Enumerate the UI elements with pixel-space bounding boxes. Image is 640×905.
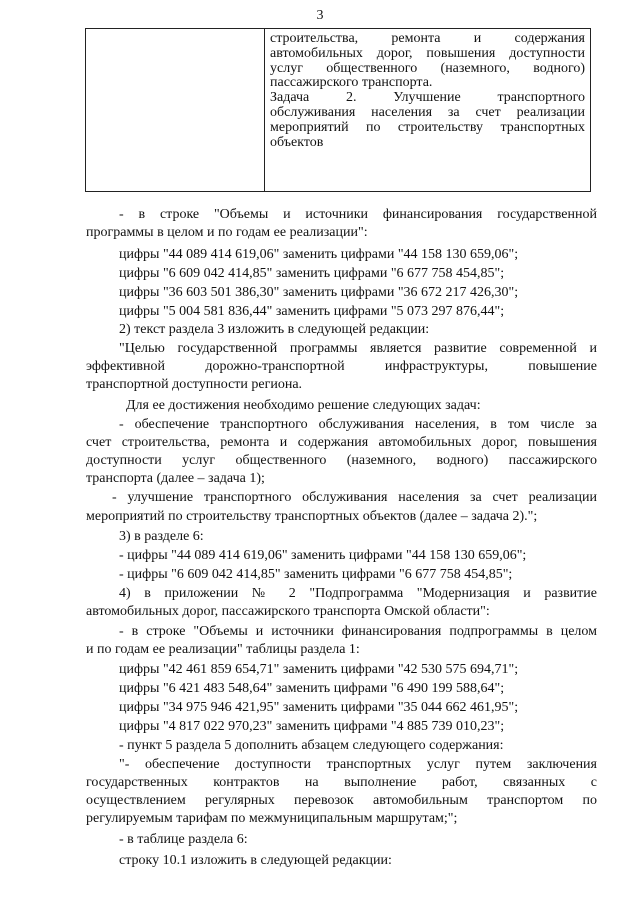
body-line: - в таблице раздела 6:	[119, 832, 248, 847]
body-line: строку 10.1 изложить в следующей редакции:	[119, 853, 392, 868]
table-cell-line: автомобильных дорог, повышения доступности	[270, 45, 585, 61]
table-cell-line: строительства, ремонта и содержания	[270, 31, 585, 46]
body-line: государственных контрактов на выполнение работ, связанных с	[86, 775, 597, 790]
table-cell-tasks	[270, 32, 585, 150]
table-column-divider	[264, 29, 265, 191]
body-line: цифры "36 603 501 386,30" заменить цифрами "36 672 217 426,30";	[119, 285, 519, 300]
table-cell-line: услуг общественного (наземного, водного)	[270, 60, 585, 76]
body-line: - улучшение транспортного обслуживания населения за счет реализации	[112, 490, 597, 505]
body-line: "Целью государственной программы является развитие современной и	[119, 341, 597, 356]
body-line: 3) в разделе 6:	[119, 529, 204, 544]
body-line: регулируемым тарифам по межмуниципальным маршрутам;";	[86, 811, 458, 826]
body-line: мероприятий по строительству транспортных объектов (далее – задача 2).";	[86, 509, 538, 524]
body-line: счет строительства, ремонта и содержания автомобильных дорог, повышения	[86, 435, 597, 450]
body-line: 4) в приложении № 2 "Подпрограмма "Модернизация и развитие	[119, 586, 597, 601]
body-line: осуществлением регулярных перевозок автомобильным транспортом по	[86, 793, 597, 808]
body-line: цифры "44 089 414 619,06" заменить цифрами "44 158 130 659,06";	[119, 247, 519, 262]
body-line: транспортной доступности региона.	[86, 377, 303, 392]
table-cell-line: объектов	[270, 134, 324, 150]
table-cell-line: пассажирского транспорта.	[270, 75, 433, 91]
body-line: цифры "5 004 581 836,44" заменить цифрами "5 073 297 876,44";	[119, 304, 505, 319]
body-line: - цифры "6 609 042 414,85" заменить цифрами "6 677 758 454,85";	[119, 567, 513, 582]
body-line: автомобильных дорог, пассажирского транспорта Омской области":	[86, 604, 490, 619]
body-line: доступности услуг общественного (наземного, водного) пассажирского	[86, 453, 597, 468]
body-line: цифры "4 817 022 970,23" заменить цифрами "4 885 739 010,23";	[119, 719, 505, 734]
body-line: Для ее достижения необходимо решение следующих задач:	[126, 398, 481, 413]
body-line: программы в целом и по годам ее реализации":	[86, 225, 368, 240]
body-line: 2) текст раздела 3 изложить в следующей редакции:	[119, 322, 430, 337]
body-line: "- обеспечение доступности транспортных услуг путем заключения	[119, 757, 597, 772]
table-cell-line: мероприятий по строительству транспортных	[270, 119, 585, 135]
body-line: - в строке "Объемы и источники финансирования подпрограммы в целом	[119, 624, 597, 639]
body-line: цифры "42 461 859 654,71" заменить цифрами "42 530 575 694,71";	[119, 662, 519, 677]
table-cell-line: Задача 2. Улучшение транспортного	[270, 90, 585, 106]
body-line: транспорта (далее – задача 1);	[86, 471, 265, 486]
body-line: - цифры "44 089 414 619,06" заменить цифрами "44 158 130 659,06";	[119, 548, 527, 563]
body-line: - пункт 5 раздела 5 дополнить абзацем следующего содержания:	[119, 738, 504, 753]
body-line: - обеспечение транспортного обслуживания населения, в том числе за	[119, 417, 597, 432]
body-line: цифры "6 609 042 414,85" заменить цифрами "6 677 758 454,85";	[119, 266, 505, 281]
body-line: и по годам ее реализации" таблицы раздела 1:	[86, 642, 360, 657]
body-line: цифры "6 421 483 548,64" заменить цифрами "6 490 199 588,64";	[119, 681, 505, 696]
page-number: 3	[316, 8, 324, 23]
body-line: цифры "34 975 946 421,95" заменить цифрами "35 044 662 461,95";	[119, 700, 519, 715]
table-cell-line: обслуживания населения за счет реализации	[270, 104, 585, 120]
continuation-table	[85, 28, 591, 192]
body-line: эффективной дорожно-транспортной инфраструктуры, повышение	[86, 359, 597, 374]
body-line: - в строке "Объемы и источники финансирования государственной	[119, 207, 597, 222]
